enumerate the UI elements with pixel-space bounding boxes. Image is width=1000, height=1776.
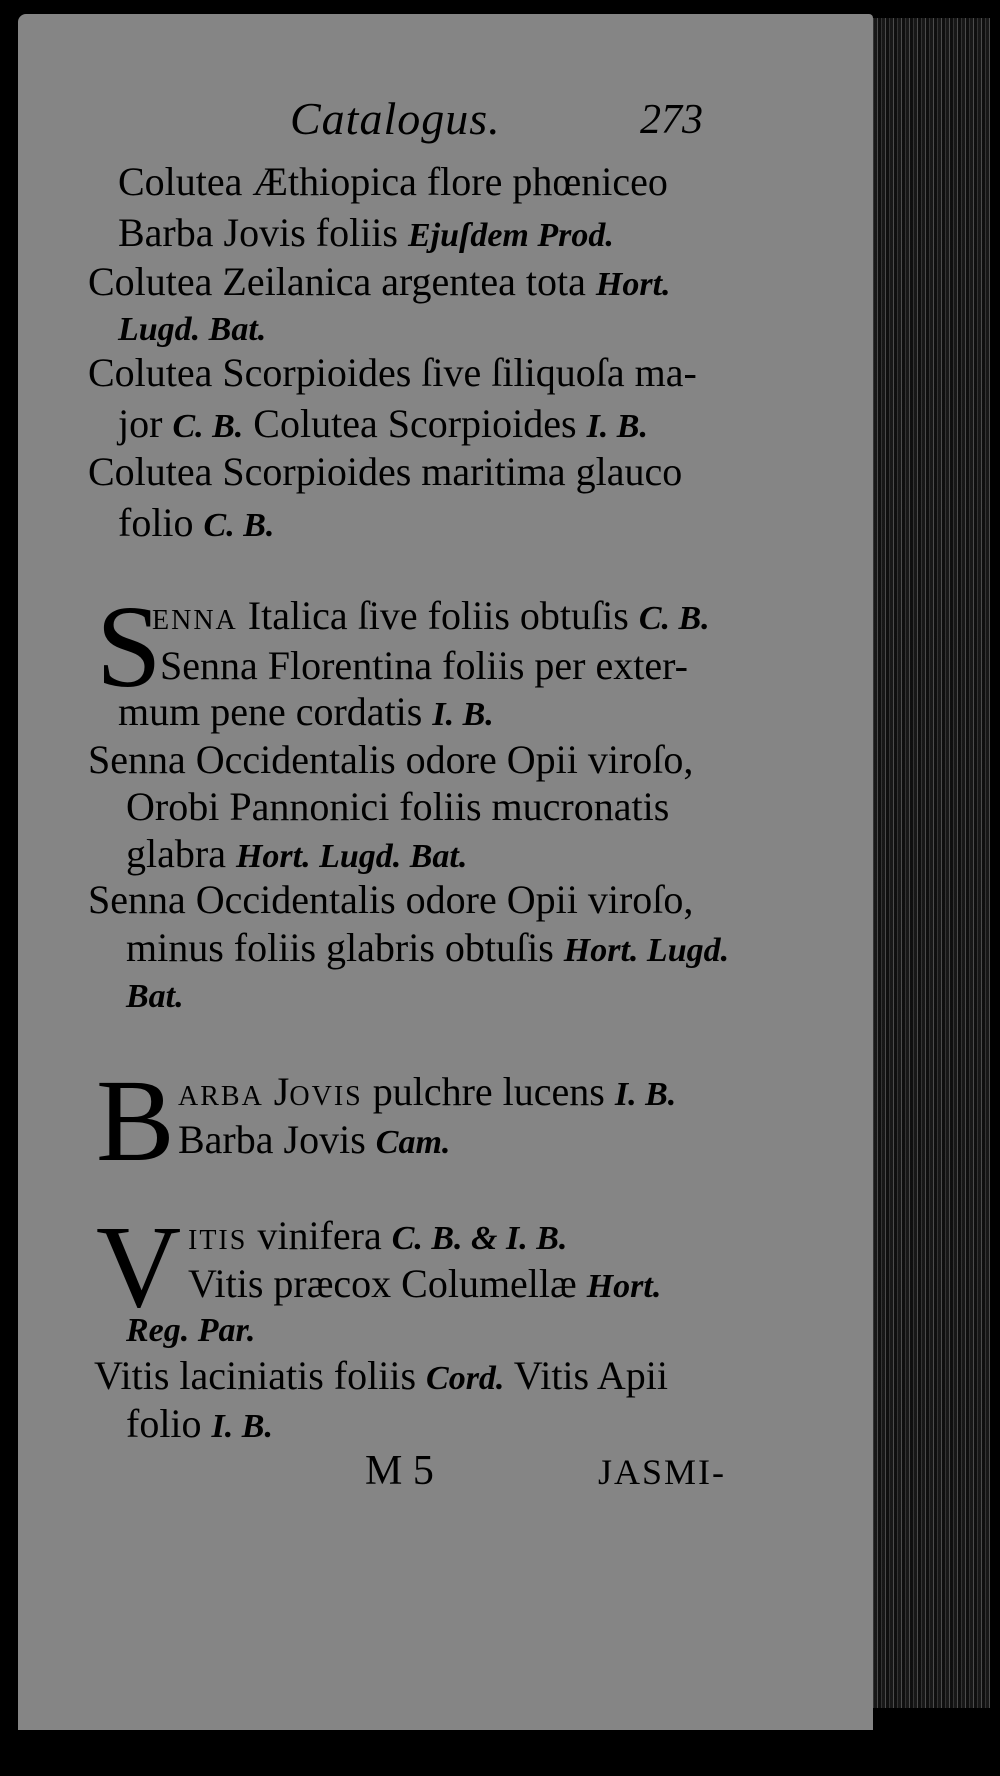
entry-line: mum pene cordatis I. B. [118, 689, 494, 734]
page-edges [862, 18, 990, 1708]
entry-line: ARBA JOVIS pulchre lucens I. B. [178, 1069, 677, 1114]
entry-line: Orobi Pannonici foliis mucronatis [126, 784, 670, 829]
entry-line: folio I. B. [126, 1401, 273, 1446]
entry-line: ITIS vinifera C. B. & I. B. [188, 1213, 568, 1258]
entry-line: Colutea Æthiopica flore phœniceo [118, 159, 668, 204]
entry-line: glabra Hort. Lugd. Bat. [126, 831, 468, 876]
entry-line: folio C. B. [118, 500, 275, 545]
entry-line: Bat. [126, 978, 184, 1015]
drop-cap: B [96, 1055, 175, 1186]
entry-line: Senna Occidentalis odore Opii viroſo, [88, 737, 694, 782]
entry-line: jor C. B. Colutea Scorpioides I. B. [118, 401, 648, 446]
entry-line: Colutea Scorpioides maritima glauco [88, 449, 683, 494]
entry-line: Barba Jovis Cam. [178, 1117, 451, 1162]
running-title: Catalogus. [290, 93, 501, 144]
entry-line: ENNA Italica ſive foliis obtuſis C. B. [152, 593, 710, 638]
drop-cap: V [96, 1201, 182, 1332]
catchword: JASMI- [598, 1452, 727, 1492]
drop-cap: S [96, 581, 162, 712]
entry-line: Colutea Zeilanica argentea tota Hort. [88, 259, 671, 304]
signature-mark: M 5 [365, 1448, 434, 1494]
entry-line: Vitis laciniatis foliis Cord. Vitis Apii [94, 1353, 669, 1398]
page-number: 273 [640, 97, 703, 143]
entry-line: Vitis præcox Columellæ Hort. [188, 1261, 662, 1306]
entry-line: Barba Jovis foliis Ejuſdem Prod. [118, 210, 614, 255]
entry-line: Reg. Par. [126, 1312, 256, 1349]
entry-line: Lugd. Bat. [118, 311, 267, 348]
entry-line: Senna Florentina foliis per exter- [160, 643, 688, 688]
entry-line: minus foliis glabris obtuſis Hort. Lugd. [126, 925, 730, 970]
entry-line: Senna Occidentalis odore Opii viroſo, [88, 877, 694, 922]
entry-line: Colutea Scorpioides ſive ſiliquoſa ma- [88, 350, 697, 395]
